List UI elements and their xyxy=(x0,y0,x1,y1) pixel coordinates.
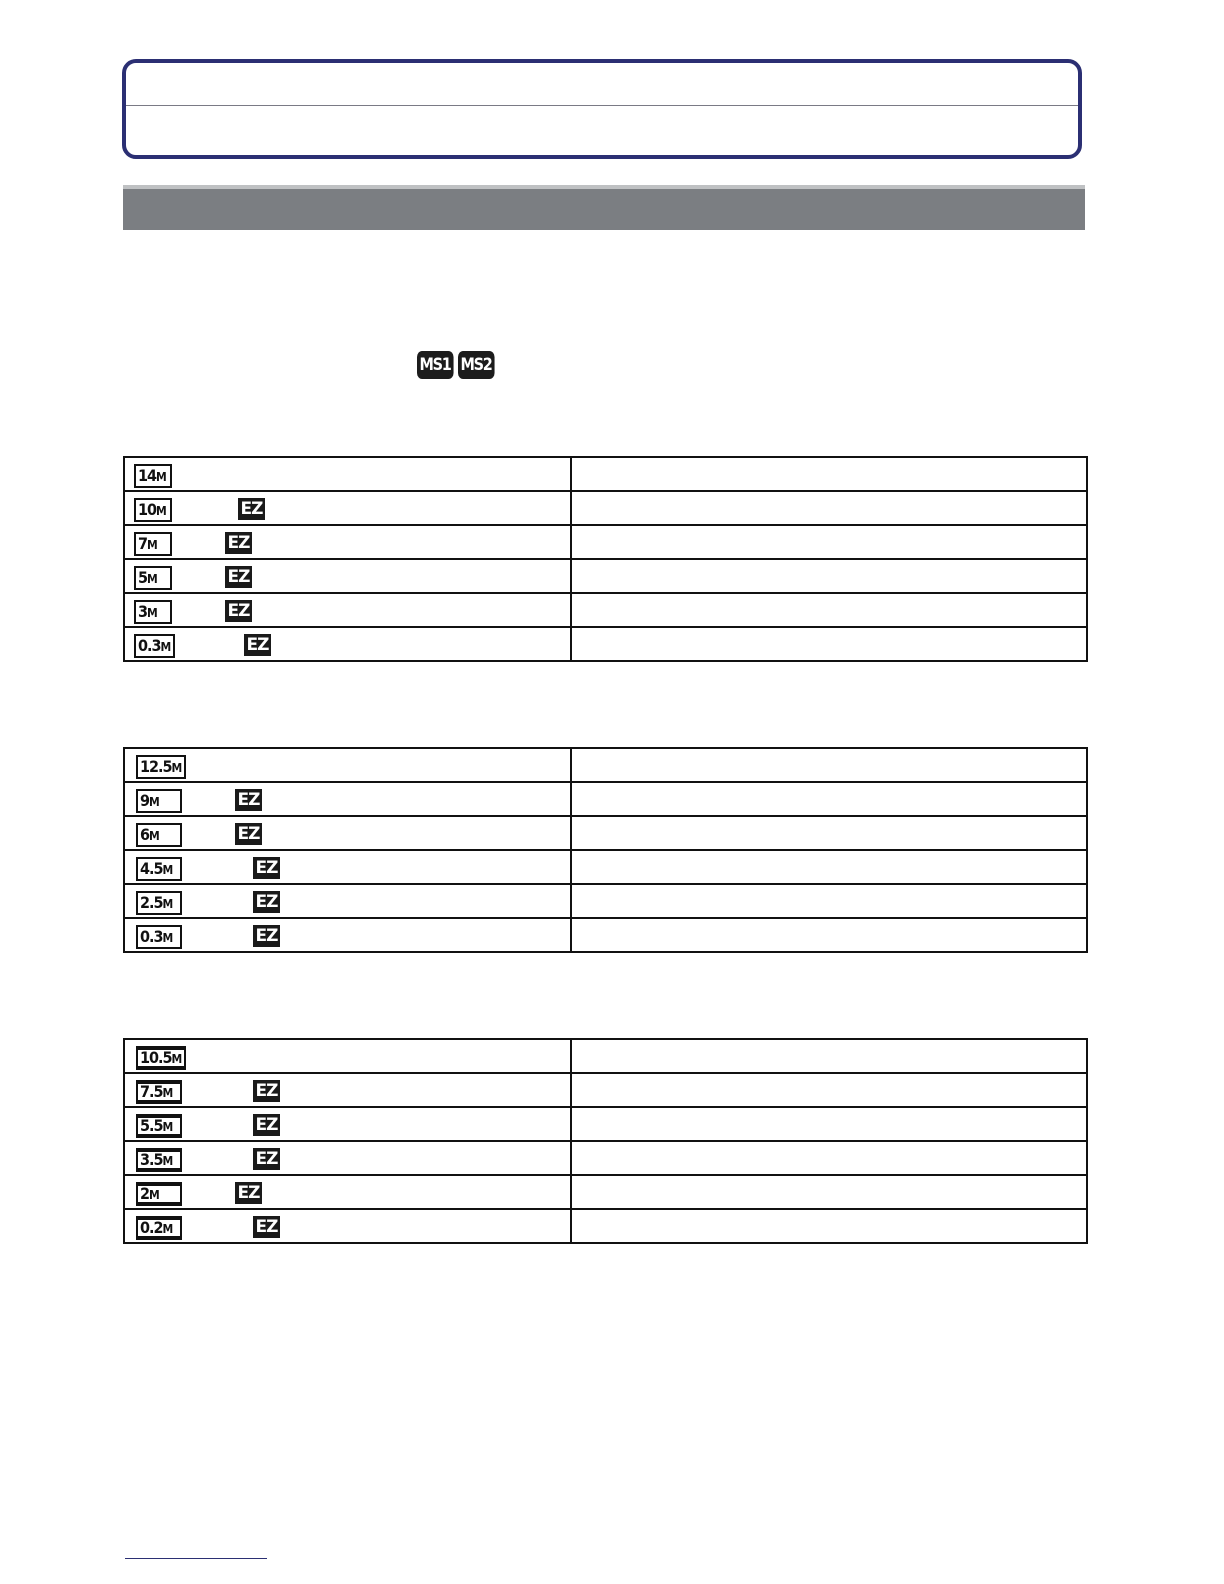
picture-size-value: 0.3 xyxy=(138,636,161,655)
table-row xyxy=(124,525,1087,559)
table-row xyxy=(124,918,1087,952)
size-cell xyxy=(124,1039,571,1073)
table-row xyxy=(124,559,1087,593)
size-cell xyxy=(124,593,571,627)
aspect-value-cell xyxy=(571,816,1087,850)
size-cell xyxy=(124,525,571,559)
ms1-icon: MS1 xyxy=(417,351,453,379)
picture-size-icon xyxy=(136,891,182,915)
picture-size-value: 4.5 xyxy=(140,859,163,878)
size-cell xyxy=(124,782,571,816)
picture-size-unit: M xyxy=(147,538,158,552)
aspect-value-cell xyxy=(571,559,1087,593)
picture-size-icon xyxy=(136,1182,182,1206)
ms2-icon: MS2 xyxy=(458,351,494,379)
table-row xyxy=(124,816,1087,850)
picture-size-value: 3.5 xyxy=(140,1150,163,1169)
table-row xyxy=(124,593,1087,627)
picture-size-value: 5 xyxy=(138,568,148,587)
picture-size-icon xyxy=(136,1148,182,1172)
extended-zoom-icon: EZ xyxy=(225,600,252,622)
size-cell xyxy=(124,491,571,525)
size-cell xyxy=(124,627,571,661)
aspect-value-cell xyxy=(571,593,1087,627)
picture-size-unit: M xyxy=(162,1086,174,1100)
size-cell xyxy=(124,1175,571,1209)
picture-size-table-16-9 xyxy=(123,1038,1088,1244)
size-cell xyxy=(124,816,571,850)
size-cell xyxy=(124,1209,571,1243)
extended-zoom-icon: EZ xyxy=(253,1216,280,1238)
size-cell xyxy=(124,850,571,884)
picture-size-value: 10.5 xyxy=(140,1048,172,1067)
picture-size-icon xyxy=(136,857,182,881)
table-row xyxy=(124,491,1087,525)
size-cell xyxy=(124,1073,571,1107)
picture-size-value: 7.5 xyxy=(140,1082,163,1101)
size-cell xyxy=(124,559,571,593)
size-cell xyxy=(124,457,571,491)
table-row xyxy=(124,1073,1087,1107)
picture-size-icon xyxy=(136,755,186,779)
picture-size-icon xyxy=(136,925,182,949)
picture-size-icon xyxy=(136,1216,182,1240)
aspect-value-cell xyxy=(571,1209,1087,1243)
picture-size-icon xyxy=(136,823,182,847)
extended-zoom-icon: EZ xyxy=(225,566,252,588)
table-row xyxy=(124,1039,1087,1073)
picture-size-value: 12.5 xyxy=(140,757,172,776)
size-cell xyxy=(124,1107,571,1141)
aspect-value-cell xyxy=(571,1141,1087,1175)
picture-size-value: 6 xyxy=(140,825,150,844)
extended-zoom-icon: EZ xyxy=(235,823,262,845)
scene-mode-icons xyxy=(417,351,500,379)
picture-size-value: 0.3 xyxy=(140,927,163,946)
picture-size-value: 5.5 xyxy=(140,1116,163,1135)
extended-zoom-icon: EZ xyxy=(235,1182,262,1204)
picture-size-value: 7 xyxy=(138,534,148,553)
picture-size-unit: M xyxy=(171,761,183,775)
picture-size-unit: M xyxy=(156,470,167,484)
picture-size-icon xyxy=(134,464,172,488)
picture-size-icon xyxy=(136,789,182,813)
footer-link-underline xyxy=(125,1558,267,1559)
picture-size-icon xyxy=(134,600,172,624)
extended-zoom-icon: EZ xyxy=(244,634,271,656)
title-box xyxy=(122,59,1082,159)
picture-size-value: 10 xyxy=(138,500,157,519)
picture-size-unit: M xyxy=(149,829,160,843)
picture-size-icon xyxy=(134,498,172,522)
table-row xyxy=(124,457,1087,491)
section-header-topline xyxy=(123,185,1085,189)
picture-size-unit: M xyxy=(149,795,160,809)
aspect-value-cell xyxy=(571,1107,1087,1141)
table-row xyxy=(124,1175,1087,1209)
picture-size-icon xyxy=(134,634,175,658)
aspect-value-cell xyxy=(571,918,1087,952)
picture-size-unit: M xyxy=(162,931,174,945)
table-row xyxy=(124,627,1087,661)
aspect-value-cell xyxy=(571,884,1087,918)
extended-zoom-icon: EZ xyxy=(253,1114,280,1136)
table-row xyxy=(124,748,1087,782)
size-cell xyxy=(124,1141,571,1175)
picture-size-unit: M xyxy=(162,1120,174,1134)
picture-size-unit: M xyxy=(171,1052,183,1066)
extended-zoom-icon: EZ xyxy=(253,1148,280,1170)
picture-size-unit: M xyxy=(162,1222,174,1236)
size-cell xyxy=(124,918,571,952)
aspect-value-cell xyxy=(571,491,1087,525)
picture-size-unit: M xyxy=(160,640,172,654)
aspect-value-cell xyxy=(571,748,1087,782)
picture-size-table-3-2 xyxy=(123,747,1088,953)
picture-size-value: 2 xyxy=(140,1184,150,1203)
table-row xyxy=(124,782,1087,816)
extended-zoom-icon: EZ xyxy=(253,1080,280,1102)
extended-zoom-icon: EZ xyxy=(235,789,262,811)
extended-zoom-icon: EZ xyxy=(225,532,252,554)
table-row xyxy=(124,1141,1087,1175)
extended-zoom-icon: EZ xyxy=(253,857,280,879)
picture-size-value: 9 xyxy=(140,791,150,810)
table-row xyxy=(124,1209,1087,1243)
picture-size-icon xyxy=(136,1046,186,1070)
picture-size-unit: M xyxy=(162,863,174,877)
picture-size-icon xyxy=(134,566,172,590)
picture-size-table-4-3 xyxy=(123,456,1088,662)
picture-size-unit: M xyxy=(162,1154,174,1168)
picture-size-value: 3 xyxy=(138,602,148,621)
picture-size-unit: M xyxy=(147,572,158,586)
picture-size-value: 14 xyxy=(138,466,157,485)
aspect-value-cell xyxy=(571,457,1087,491)
picture-size-unit: M xyxy=(162,897,174,911)
aspect-value-cell xyxy=(571,850,1087,884)
aspect-value-cell xyxy=(571,525,1087,559)
aspect-value-cell xyxy=(571,1175,1087,1209)
picture-size-unit: M xyxy=(147,606,158,620)
section-header-bar xyxy=(123,185,1085,230)
size-cell xyxy=(124,748,571,782)
table-row xyxy=(124,884,1087,918)
table-row xyxy=(124,1107,1087,1141)
aspect-value-cell xyxy=(571,627,1087,661)
aspect-value-cell xyxy=(571,1039,1087,1073)
picture-size-icon xyxy=(134,532,172,556)
picture-size-unit: M xyxy=(156,504,167,518)
picture-size-unit: M xyxy=(149,1188,160,1202)
picture-size-icon xyxy=(136,1080,182,1104)
aspect-value-cell xyxy=(571,782,1087,816)
picture-size-icon xyxy=(136,1114,182,1138)
picture-size-value: 2.5 xyxy=(140,893,163,912)
title-divider xyxy=(126,105,1078,106)
extended-zoom-icon: EZ xyxy=(253,891,280,913)
table-row xyxy=(124,850,1087,884)
aspect-value-cell xyxy=(571,1073,1087,1107)
size-cell xyxy=(124,884,571,918)
extended-zoom-icon: EZ xyxy=(238,498,265,520)
picture-size-value: 0.2 xyxy=(140,1218,163,1237)
extended-zoom-icon: EZ xyxy=(253,925,280,947)
